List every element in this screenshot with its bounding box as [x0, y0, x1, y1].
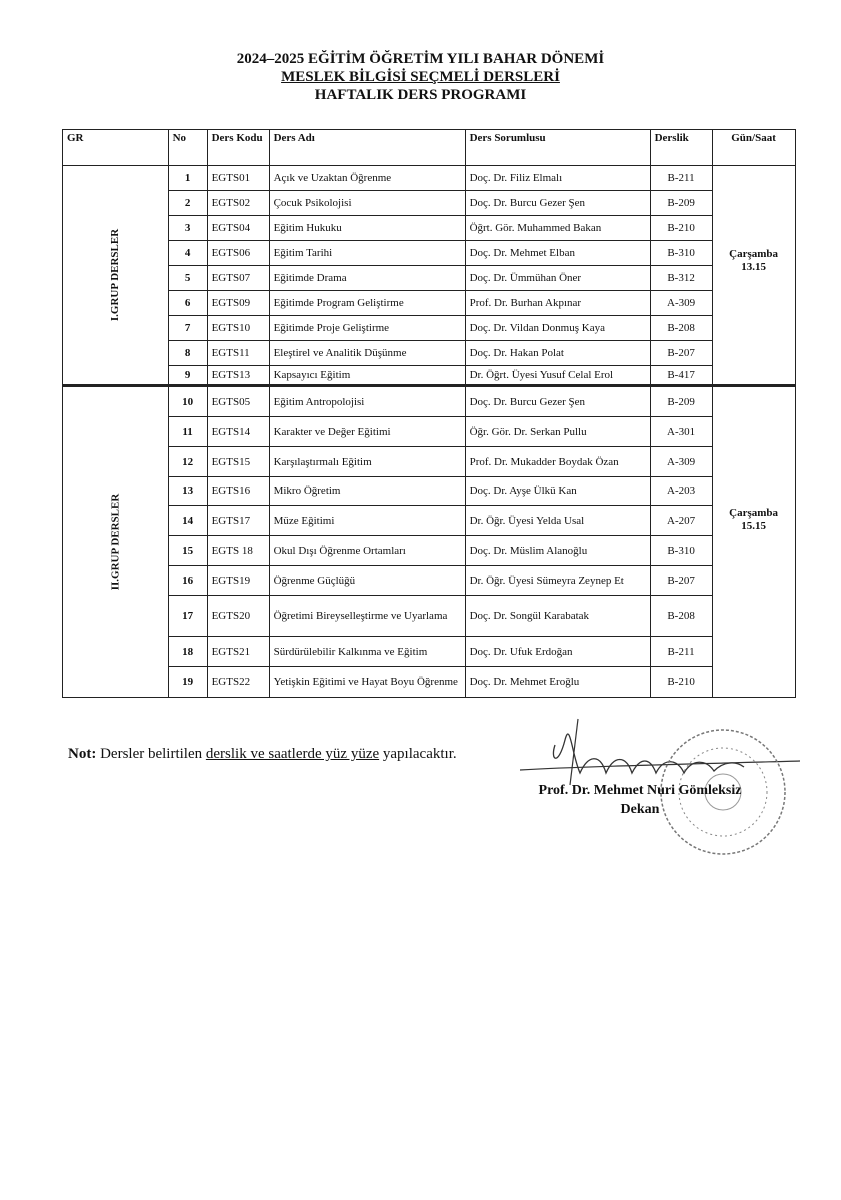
course-name: Eğitim Hukuku [269, 216, 465, 241]
course-name: Yetişkin Eğitimi ve Hayat Boyu Öğrenme [269, 667, 465, 698]
course-code: EGTS22 [207, 667, 269, 698]
table-row [63, 447, 796, 477]
course-number: 15 [168, 536, 207, 566]
course-code: EGTS11 [207, 341, 269, 366]
course-room: B-207 [650, 566, 712, 596]
course-room: B-209 [650, 386, 712, 417]
group-day: Çarşamba [729, 248, 779, 260]
note-text-underlined: derslik ve saatlerde yüz yüze [205, 746, 380, 762]
col-header-room: Derslik [650, 130, 712, 166]
course-code: EGTS19 [207, 566, 269, 596]
course-code: EGTS 18 [207, 536, 269, 566]
course-number: 1 [168, 166, 207, 191]
table-row [63, 216, 796, 241]
course-code: EGTS13 [207, 366, 269, 386]
course-number: 16 [168, 566, 207, 596]
col-header-code: Ders Kodu [207, 130, 269, 166]
course-name: Öğretimi Bireyselleştirme ve Uyarlama [269, 596, 465, 637]
course-room: A-301 [650, 417, 712, 447]
course-code: EGTS07 [207, 266, 269, 291]
course-instructor: Dr. Öğr. Üyesi Sümeyra Zeynep Et [465, 566, 650, 596]
course-name: Eğitim Tarihi [269, 241, 465, 266]
col-header-day: Gün/Saat [712, 130, 795, 166]
course-code: EGTS14 [207, 417, 269, 447]
group-label-cell [63, 386, 169, 698]
course-number: 13 [168, 477, 207, 506]
course-number: 8 [168, 341, 207, 366]
course-number: 12 [168, 447, 207, 477]
course-code: EGTS15 [207, 447, 269, 477]
course-room: A-207 [650, 506, 712, 536]
course-code: EGTS16 [207, 477, 269, 506]
signature-block [480, 781, 800, 819]
table-row [63, 366, 796, 386]
course-number: 4 [168, 241, 207, 266]
course-room: B-211 [650, 637, 712, 667]
course-number: 11 [168, 417, 207, 447]
course-room: B-210 [650, 667, 712, 698]
table-row [63, 386, 796, 417]
table-row [63, 566, 796, 596]
table-row [63, 477, 796, 506]
course-instructor: Doç. Dr. Müslim Alanoğlu [465, 536, 650, 566]
course-instructor: Doç. Dr. Hakan Polat [465, 341, 650, 366]
course-code: EGTS17 [207, 506, 269, 536]
course-name: Mikro Öğretim [269, 477, 465, 506]
course-name: Eğitimde Drama [269, 266, 465, 291]
col-header-no: No [168, 130, 207, 166]
course-name: Eğitimde Proje Geliştirme [269, 316, 465, 341]
course-instructor: Doç. Dr. Vildan Donmuş Kaya [465, 316, 650, 341]
table-row [63, 667, 796, 698]
table-row [63, 536, 796, 566]
course-code: EGTS10 [207, 316, 269, 341]
course-name: Karakter ve Değer Eğitimi [269, 417, 465, 447]
course-instructor: Doç. Dr. Mehmet Eroğlu [465, 667, 650, 698]
course-code: EGTS04 [207, 216, 269, 241]
table-row [63, 316, 796, 341]
course-room: B-209 [650, 191, 712, 216]
day-time-cell [712, 386, 795, 698]
course-name: Eğitimde Program Geliştirme [269, 291, 465, 316]
course-number: 3 [168, 216, 207, 241]
course-room: B-211 [650, 166, 712, 191]
course-number: 14 [168, 506, 207, 536]
course-number: 6 [168, 291, 207, 316]
group-time: 13.15 [741, 261, 766, 273]
course-instructor: Doç. Dr. Ufuk Erdoğan [465, 637, 650, 667]
table-row [63, 637, 796, 667]
group-day: Çarşamba [729, 507, 779, 519]
course-name: Karşılaştırmalı Eğitim [269, 447, 465, 477]
table-row [63, 291, 796, 316]
course-number: 19 [168, 667, 207, 698]
course-room: B-210 [650, 216, 712, 241]
course-name: Öğrenme Güçlüğü [269, 566, 465, 596]
course-room: A-203 [650, 477, 712, 506]
course-instructor: Prof. Dr. Mukadder Boydak Özan [465, 447, 650, 477]
course-name: Okul Dışı Öğrenme Ortamları [269, 536, 465, 566]
group-time: 15.15 [741, 520, 766, 532]
table-row [63, 341, 796, 366]
note-text-after: yapılacaktır. [382, 746, 457, 762]
course-instructor: Prof. Dr. Burhan Akpınar [465, 291, 650, 316]
course-name: Eleştirel ve Analitik Düşünme [269, 341, 465, 366]
course-number: 2 [168, 191, 207, 216]
course-code: EGTS09 [207, 291, 269, 316]
note-text-before: Dersler belirtilen [100, 746, 203, 762]
note-label: Not: [68, 746, 97, 762]
course-instructor: Öğrt. Gör. Muhammed Bakan [465, 216, 650, 241]
course-instructor: Doç. Dr. Filiz Elmalı [465, 166, 650, 191]
course-code: EGTS02 [207, 191, 269, 216]
signer-name: Prof. Dr. Mehmet Nuri Gömleksiz [538, 783, 742, 798]
course-number: 7 [168, 316, 207, 341]
group-label: II.GRUP DERSLER [109, 493, 122, 591]
course-instructor: Dr. Öğrt. Üyesi Yusuf Celal Erol [465, 366, 650, 386]
course-code: EGTS05 [207, 386, 269, 417]
table-row [63, 266, 796, 291]
course-instructor: Doç. Dr. Mehmet Elban [465, 241, 650, 266]
col-header-instructor: Ders Sorumlusu [465, 130, 650, 166]
course-number: 17 [168, 596, 207, 637]
course-number: 5 [168, 266, 207, 291]
course-instructor: Doç. Dr. Burcu Gezer Şen [465, 191, 650, 216]
course-room: B-208 [650, 596, 712, 637]
course-instructor: Doç. Dr. Ayşe Ülkü Kan [465, 477, 650, 506]
group-label: I.GRUP DERSLER [109, 228, 122, 322]
course-room: A-309 [650, 447, 712, 477]
col-header-gr: GR [63, 130, 169, 166]
table-row [63, 241, 796, 266]
course-name: Çocuk Psikolojisi [269, 191, 465, 216]
day-time-cell [712, 166, 795, 386]
signer-title: Dekan [620, 802, 660, 817]
course-instructor: Öğr. Gör. Dr. Serkan Pullu [465, 417, 650, 447]
course-room: B-310 [650, 241, 712, 266]
course-code: EGTS06 [207, 241, 269, 266]
course-instructor: Doç. Dr. Songül Karabatak [465, 596, 650, 637]
course-code: EGTS20 [207, 596, 269, 637]
schedule-table [62, 129, 796, 698]
table-row [63, 417, 796, 447]
course-room: B-417 [650, 366, 712, 386]
course-name: Eğitim Antropolojisi [269, 386, 465, 417]
table-row [63, 191, 796, 216]
course-instructor: Dr. Öğr. Üyesi Yelda Usal [465, 506, 650, 536]
course-name: Açık ve Uzaktan Öğrenme [269, 166, 465, 191]
header-line-1: 2024–2025 EĞİTİM ÖĞRETİM YILI BAHAR DÖNEMİ [236, 51, 605, 67]
header-line-3: HAFTALIK DERS PROGRAMI [314, 87, 527, 103]
document-header [0, 50, 841, 104]
course-instructor: Doç. Dr. Burcu Gezer Şen [465, 386, 650, 417]
table-header-row [63, 130, 796, 166]
footnote [68, 746, 457, 763]
course-number: 18 [168, 637, 207, 667]
table-row [63, 166, 796, 191]
table-row [63, 596, 796, 637]
course-instructor: Doç. Dr. Ümmühan Öner [465, 266, 650, 291]
course-name: Sürdürülebilir Kalkınma ve Eğitim [269, 637, 465, 667]
course-name: Kapsayıcı Eğitim [269, 366, 465, 386]
course-room: B-207 [650, 341, 712, 366]
course-room: B-310 [650, 536, 712, 566]
course-code: EGTS01 [207, 166, 269, 191]
col-header-name: Ders Adı [269, 130, 465, 166]
header-line-2: MESLEK BİLGİSİ SEÇMELİ DERSLERİ [281, 69, 560, 85]
group-label-cell [63, 166, 169, 386]
course-number: 10 [168, 386, 207, 417]
course-room: B-312 [650, 266, 712, 291]
course-room: B-208 [650, 316, 712, 341]
course-code: EGTS21 [207, 637, 269, 667]
course-room: A-309 [650, 291, 712, 316]
course-name: Müze Eğitimi [269, 506, 465, 536]
table-row [63, 506, 796, 536]
course-number: 9 [168, 366, 207, 386]
